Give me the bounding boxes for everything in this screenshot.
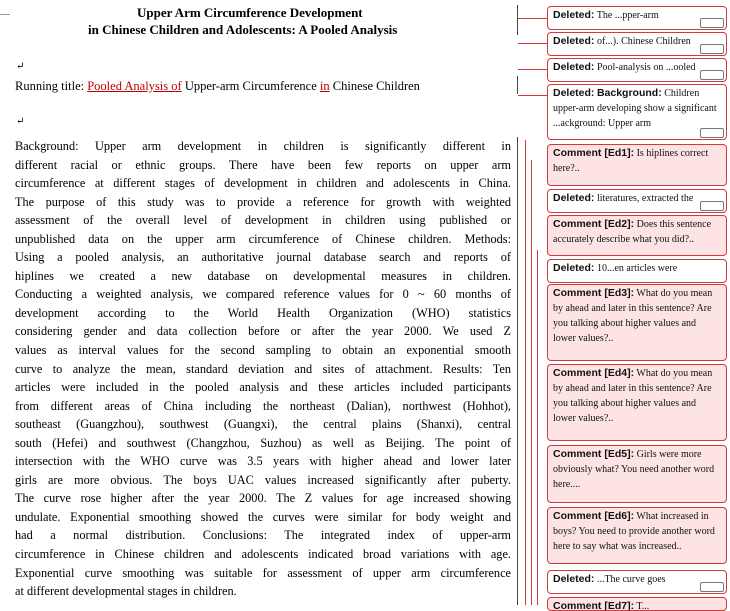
body-line: Exponential curve smoothing was suitable for assessment of upper arm circumference: [15, 565, 511, 580]
title-line-1: [137, 5, 363, 21]
balloon-text: Is hiplines correct here?..: [553, 148, 709, 174]
balloon-options-button[interactable]: [700, 44, 724, 54]
title-line-2: [88, 22, 397, 38]
balloon-label: Deleted:: [553, 35, 595, 47]
body-line: hiplines we created a new database on developmental measures in children.: [15, 268, 511, 283]
balloon-label: Comment [Ed1]:: [553, 147, 635, 159]
balloon-label: Deleted:: [553, 9, 595, 21]
deleted-balloon[interactable]: [547, 32, 727, 56]
running-title-insert-1: Pooled Analysis of: [87, 79, 182, 93]
deleted-balloon[interactable]: [547, 84, 727, 140]
balloon-label: Deleted:: [553, 87, 595, 99]
body-line: values as interval values for the second sampling to obtain an exponential smooth: [15, 343, 511, 358]
balloon-label: Deleted:: [553, 192, 595, 204]
body-line: Conducting a weighted analysis, we compared reference values for 0 ~ 60 months of: [15, 287, 511, 302]
paragraph-mark: ↵: [16, 61, 25, 72]
change-bar: [517, 5, 518, 35]
body-line: southeast (Guangzhou), southwest (Guangxi), the central plains (Shanxi), central: [15, 417, 511, 432]
body-line: The curve rose higher after the year 2000. The Z values for age increased showing: [15, 491, 511, 506]
body-line: unpublished data on the upper arm circumference of Chinese children. Methods:: [15, 231, 511, 246]
balloon-label: Deleted:: [553, 262, 595, 274]
deleted-balloon[interactable]: [547, 570, 727, 594]
balloon-text: Background:: [596, 87, 662, 99]
balloon-label: Deleted:: [553, 573, 595, 585]
balloon-connector: [531, 160, 532, 605]
balloon-text: What do you mean by ahead and later in this sentence? Are you talking about higher values and lower values?..: [553, 288, 713, 344]
body-line: intersection with the WHO curve was 3.5 years with higher ahead and lower later: [15, 454, 511, 469]
comment-balloon[interactable]: [547, 284, 727, 361]
title-text-2: in Chinese Children and Adolescents: A Pooled Analysis: [88, 22, 398, 37]
balloon-text: What increased in boys? You need to provide another word here to say what was increased..: [553, 511, 715, 552]
running-title-label: Running title:: [15, 79, 85, 93]
body-line: south (Hefei) and southwest (Changzhou, Suzhou) as well as Beijing. The point of: [15, 435, 511, 450]
body-line: Using a pooled analysis, an authoritative journal database search and reports of: [15, 250, 511, 265]
balloon-label: Comment [Ed6]:: [553, 510, 635, 522]
change-bar: [517, 137, 518, 605]
comment-balloon[interactable]: [547, 364, 727, 441]
balloon-text: Does this sentence accurately describe what you did?..: [553, 219, 712, 245]
body-line: had a normal distribution. Conclusions: The integrated index of upper-arm: [15, 528, 511, 543]
change-bar: [517, 76, 518, 94]
deleted-balloon[interactable]: [547, 259, 727, 283]
body-line: undulate. Exponential smoothing showed the curves were similar for body weight and: [15, 509, 511, 524]
balloon-text: What do you mean by ahead and later in this sentence? Are you talking about higher values and lower values?..: [553, 368, 713, 424]
balloon-text: literatures, extracted the: [596, 193, 694, 204]
running-title: [15, 79, 420, 94]
body-line: curve to analyze the mean, standard deviation and sites of attachment. Results: Ten: [15, 361, 511, 376]
comment-balloon[interactable]: [547, 507, 727, 564]
balloon-text: ...The curve goes: [596, 574, 666, 585]
deleted-balloon[interactable]: [547, 58, 727, 82]
body-line: Background: Upper arm development in children is significantly different in: [15, 139, 511, 153]
balloon-options-button[interactable]: [700, 201, 724, 211]
running-title-end: Chinese Children: [332, 79, 420, 93]
balloon-text: Children upper-arm developing show a significant ...ackground: Upper arm: [553, 88, 717, 129]
balloon-label: Comment [Ed4]:: [553, 367, 635, 379]
balloon-text: of...). Chinese Children: [596, 36, 691, 47]
body-line: from different areas of China including the northeast (Dalian), northwest (Hohhot),: [15, 398, 511, 413]
body-line: circumference in Chinese children and adolescents indicated broad variations with age.: [15, 547, 511, 562]
balloon-text: Girls were more obviously what? You need another word here....: [553, 449, 715, 490]
balloon-connector: [518, 18, 547, 19]
comment-balloon[interactable]: [547, 597, 727, 611]
body-line: assessment of the overall level of development in children using published or: [15, 213, 511, 228]
comment-balloon[interactable]: [547, 215, 727, 256]
body-line: circumference at different stages of development in children and adolescents in China.: [15, 176, 511, 191]
body-line: articles were included in the pooled analysis and these articles included participants: [15, 380, 511, 395]
deleted-balloon[interactable]: [547, 189, 727, 213]
title-text-1: Upper Arm Circumference Development: [137, 5, 363, 20]
balloon-text: The ...pper-arm: [596, 10, 659, 21]
body-line: development according to the World Health Organization (WHO) statistics: [15, 305, 511, 320]
balloon-options-button[interactable]: [700, 582, 724, 592]
balloon-options-button[interactable]: [700, 70, 724, 80]
balloon-text: 10...en articles were: [596, 263, 678, 274]
balloon-label: Comment [Ed3]:: [553, 287, 635, 299]
comment-balloon[interactable]: [547, 445, 727, 503]
body-line: girls are more obvious. The boys UAC values increased significantly after puberty.: [15, 472, 511, 487]
body-line: different racial or ethnic groups. There have been few reports on upper arm: [15, 157, 511, 172]
paragraph-mark-2: ↵: [16, 116, 25, 127]
comment-balloon[interactable]: [547, 144, 727, 186]
balloon-options-button[interactable]: [700, 18, 724, 28]
balloon-connector: [518, 43, 547, 44]
balloon-label: Deleted:: [553, 61, 595, 73]
balloon-text: Pool-analysis on ...ooled: [596, 62, 696, 73]
body-line: considering gender and data collection before or after the year 2000. We used Z: [15, 324, 511, 339]
body-line: at different developmental stages in children.: [15, 584, 237, 599]
balloon-label: Comment [Ed7]:: [553, 600, 635, 611]
balloon-label: Comment [Ed2]:: [553, 218, 635, 230]
body-line: The purpose of this study was to provide a reference for growth with weighted: [15, 194, 511, 209]
running-title-insert-2: in: [319, 79, 330, 93]
balloon-connector: [518, 69, 547, 70]
balloon-connector: [525, 140, 526, 605]
balloon-label: Comment [Ed5]:: [553, 448, 635, 460]
running-title-mid: Upper-arm Circumference: [184, 79, 317, 93]
balloon-text: T...: [636, 601, 650, 611]
deleted-balloon[interactable]: [547, 6, 727, 30]
balloon-connector: [518, 95, 547, 96]
balloon-connector: [537, 250, 538, 605]
margin-marker: [0, 14, 10, 15]
abstract-body[interactable]: [15, 137, 511, 601]
balloon-options-button[interactable]: [700, 128, 724, 138]
